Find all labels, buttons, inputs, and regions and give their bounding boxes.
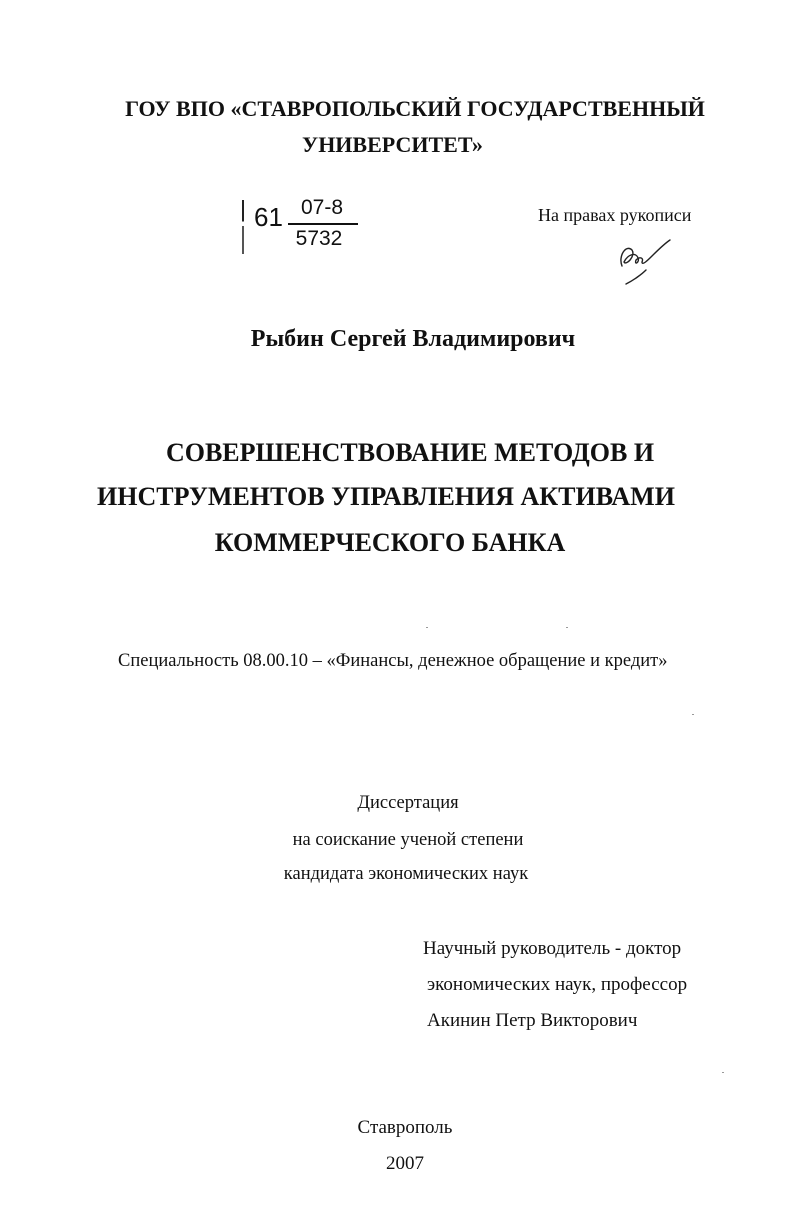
supervisor-line1: Научный руководитель - доктор: [423, 938, 682, 959]
specialty: Специальность 08.00.10 – «Финансы, денежное обращение и кредит»: [118, 651, 668, 671]
stamp-denominator: 5732: [295, 227, 343, 250]
title-line2: ИНСТРУМЕНТОВ УПРАВЛЕНИЯ АКТИВАМИ: [97, 482, 675, 511]
title-line3: КОММЕРЧЕСКОГО БАНКА: [214, 528, 566, 557]
scan-speck: [692, 714, 694, 715]
dissertation-line2: на соискание ученой степени: [292, 830, 524, 850]
title-line1: СОВЕРШЕНСТВОВАНИЕ МЕТОДОВ И: [165, 438, 655, 467]
scan-speck: [722, 1072, 724, 1073]
supervisor-line2: экономических наук, профессор: [427, 974, 688, 995]
university-name-line1: ГОУ ВПО «СТАВРОПОЛЬСКИЙ ГОСУДАРСТВЕННЫЙ: [125, 96, 705, 121]
scan-speck: [426, 627, 428, 628]
dissertation-line3: кандидата экономических наук: [283, 864, 529, 884]
stamp-bar: [242, 200, 244, 254]
library-stamp: [240, 196, 370, 260]
scan-speck: [566, 627, 568, 628]
dissertation-line1: Диссертация: [357, 793, 459, 813]
stamp-prefix: 61: [254, 202, 283, 232]
signature-icon: [612, 236, 682, 286]
city: Ставрополь: [357, 1117, 453, 1138]
supervisor-line3: Акинин Петр Викторович: [427, 1010, 638, 1031]
author-name: Рыбин Сергей Владимирович: [250, 326, 576, 352]
rights-note: На правах рукописи: [538, 205, 692, 225]
stamp-fraction-line: [288, 223, 358, 225]
university-name-line2: УНИВЕРСИТЕТ»: [302, 132, 483, 157]
stamp-numerator: 07-8: [300, 196, 344, 219]
year: 2007: [386, 1153, 424, 1174]
